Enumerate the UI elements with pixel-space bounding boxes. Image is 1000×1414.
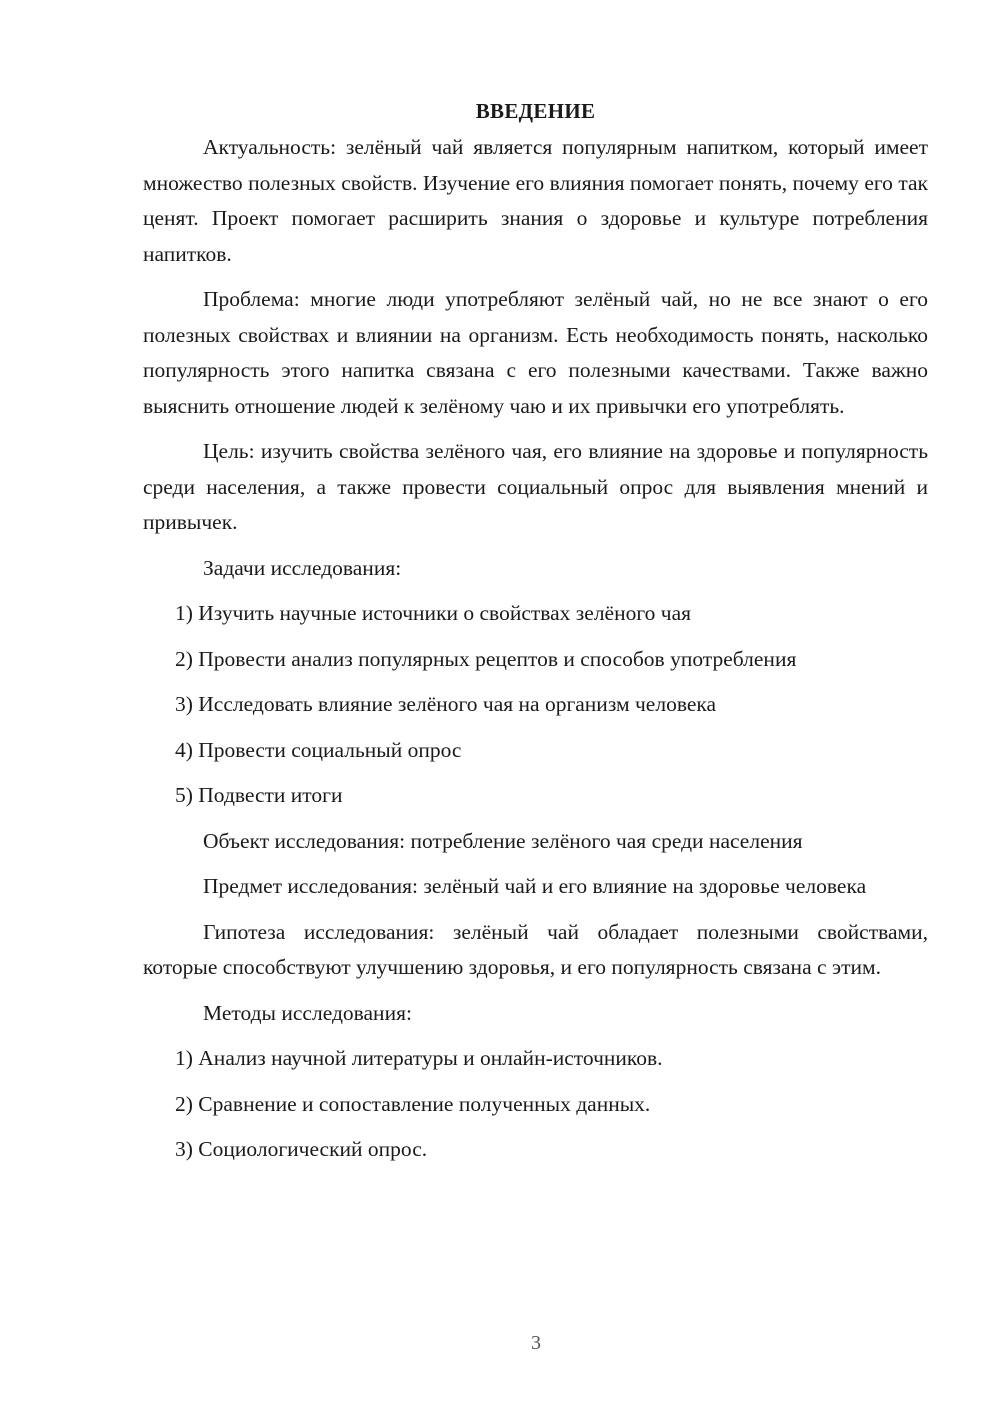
goal-paragraph: Цель: изучить свойства зелёного чая, его влияние на здоровье и популярность среди населения, а также провести социальный опрос для выявления мнений и привычек. — [143, 439, 928, 534]
list-item: 4) Провести социальный опрос — [175, 737, 462, 762]
page-title: ВВЕДЕНИЕ — [475, 99, 596, 123]
list-item: 2) Провести анализ популярных рецептов и способов употребления — [175, 646, 797, 671]
list-item: 3) Исследовать влияние зелёного чая на организм человека — [175, 692, 717, 716]
document-page — [143, 96, 928, 1178]
list-item: 2) Сравнение и сопоставление полученных данных. — [175, 1091, 651, 1116]
subject-paragraph: Предмет исследования: зелёный чай и его влияние на здоровье человека — [203, 874, 867, 898]
tasks-heading: Задачи исследования: — [203, 555, 402, 580]
problem-paragraph: Проблема: многие люди употребляют зелёный чай, но не все знают о его полезных свойствах и влиянии на организм. Есть необходимость понять, насколько популярность этого напитка связана с его полезными качествами. Также важно выяснить отношение людей к зелёному чаю и их привычки его употреблять. — [143, 287, 928, 418]
list-item: 3) Социологический опрос. — [175, 1137, 428, 1161]
page-number: 3 — [531, 1332, 541, 1354]
tasks-list — [143, 596, 928, 814]
object-line: Объект исследования: потребление зелёного чая среди населения — [203, 828, 803, 853]
list-item: 1) Изучить научные источники о свойствах зелёного чая — [175, 601, 692, 625]
hypothesis-paragraph: Гипотеза исследования: зелёный чай обладает полезными свойствами, которые способствуют улучшению здоровья, и его популярность связана с этим. — [143, 919, 928, 979]
methods-heading: Методы исследования: — [203, 1000, 412, 1025]
list-item: 1) Анализ научной литературы и онлайн-источников. — [175, 1046, 663, 1070]
methods-list — [143, 1041, 928, 1168]
relevance-paragraph: Актуальность: зелёный чай является популярным напитком, который имеет множество полезных свойств. Изучение его влияния помогает понять, почему его так ценят. Проект помогает расширить знания о здоровье и культуре потребления напитков. — [143, 135, 928, 266]
list-item: 5) Подвести итоги — [175, 783, 343, 807]
